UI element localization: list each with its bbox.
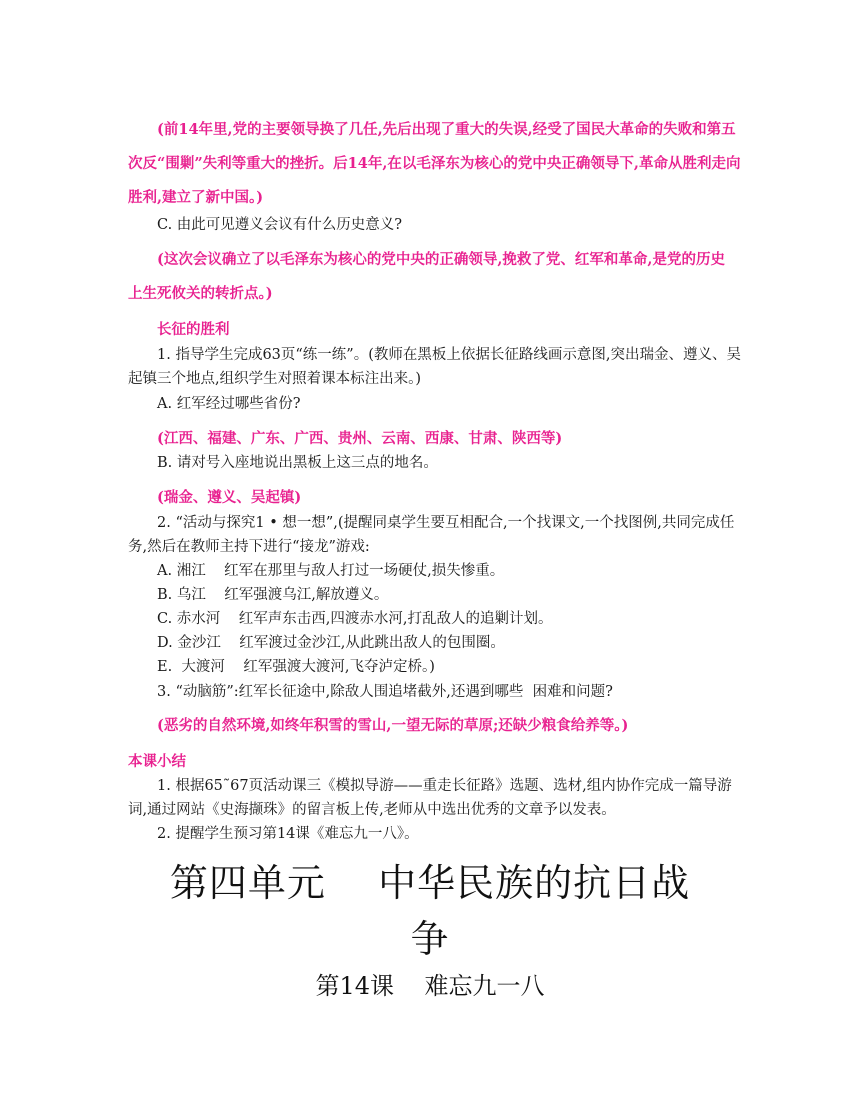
answer-text: (前14年里,党的主要领导换了几任,先后出现了重大的失误,经受了国民大革命的失败和第五 [157,121,736,138]
body-text: 2. “活动与探究1 • 想一想”,(提醒同桌学生要互相配合,一个找课文,一个找图例,共同完成任 [157,515,735,531]
game-item: E. 大渡河 红军强渡大渡河,飞夺泸定桥。) [157,659,435,675]
body-text: 词,通过网站《史海撷珠》的留言板上传,老师从中选出优秀的文章予以发表。 [128,802,616,818]
answer-text: 次反“围剿”失利等重大的挫折。后14年,在以毛泽东为核心的党中央正确领导下,革命从胜利走向 [128,155,741,172]
answer-text: 胜利,建立了新中国。) [128,189,264,206]
game-item: A. 湘江 红军在那里与敌人打过一场硬仗,损失惨重。 [157,563,505,579]
lesson-title: 第14课 难忘九一八 [315,972,545,1000]
answer-text: (江西、福建、广东、广西、贵州、云南、西康、甘肃、陕西等) [157,430,563,447]
body-text: 务,然后在教师主持下进行“接龙”游戏: [128,539,370,555]
game-item: D. 金沙江 红军渡过金沙江,从此跳出敌人的包围圈。 [157,635,505,651]
section-heading: 长征的胜利 [157,321,230,338]
answer-text: (这次会议确立了以毛泽东为核心的党中央的正确领导,挽救了党、红军和革命,是党的历史 [157,251,725,268]
question-text: A. 红军经过哪些省份? [157,396,301,412]
body-text: 1. 根据65˜67页活动课三《模拟导游——重走长征路》选题、选材,组内协作完成一篇导游 [157,778,732,794]
body-text: 2. 提醒学生预习第14课《难忘九一八》。 [157,826,419,842]
game-item: B. 乌江 红军强渡乌江,解放遵义。 [157,587,389,603]
question-text: B. 请对号入座地说出黑板上这三点的地名。 [157,455,438,471]
answer-text: 上生死攸关的转折点。) [128,285,273,302]
unit-title: 第四单元 中华民族的抗日战 [169,861,691,905]
question-text: C. 由此可见遵义会议有什么历史意义? [157,217,403,233]
unit-title-continued: 争 [410,917,450,961]
answer-text: (恶劣的自然环境,如终年积雪的雪山,一望无际的草原;还缺少粮食给养等。) [157,717,629,734]
body-text: 起镇三个地点,组织学生对照着课本标注出来。) [128,371,422,387]
body-text: 1. 指导学生完成63页“练一练”。(教师在黑板上依据长征路线画示意图,突出瑞金、遵义、吴 [157,347,741,363]
answer-text: (瑞金、遵义、吴起镇) [157,489,302,506]
section-heading: 本课小结 [128,753,186,770]
game-item: C. 赤水河 红军声东击西,四渡赤水河,打乱敌人的追剿计划。 [157,611,553,627]
body-text: 3. “动脑筋”:红军长征途中,除敌人围追堵截外,还遇到哪些 困难和问题? [157,684,613,700]
